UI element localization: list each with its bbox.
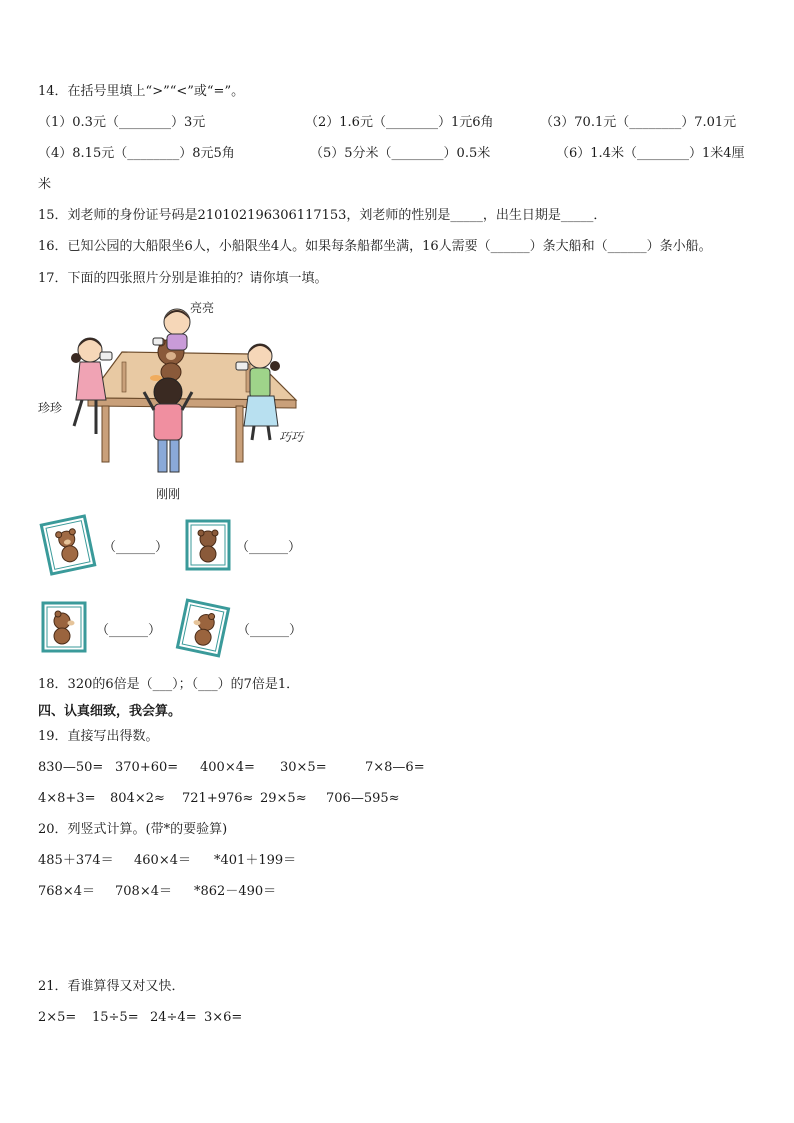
q14-item-4: （4）8.15元（________）8元5角 <box>38 146 235 161</box>
q20-stem: 20．列竖式计算。(带*的要验算) <box>38 822 228 837</box>
q19-calc: 721+976≈ <box>182 791 254 806</box>
name-label-top: 亮亮 <box>190 301 215 315</box>
q14-item-3: （3）70.1元（________）7.01元 <box>540 115 737 130</box>
q17-stem: 17．下面的四张照片分别是谁拍的？请你填一填。 <box>38 271 328 286</box>
child-top <box>153 309 190 350</box>
q21-stem: 21．看谁算得又对又快． <box>38 979 185 994</box>
q14-item-1: （1）0.3元（________）3元 <box>38 115 206 130</box>
q19-calc: 29×5≈ <box>260 791 307 806</box>
q21-calc: 24÷4= <box>150 1010 197 1025</box>
q19-stem: 19．直接写出得数。 <box>38 729 159 744</box>
q19-calc: 706—595≈ <box>326 791 400 806</box>
q20-calc: 768×4＝ <box>38 884 95 899</box>
q20-calc: 460×4＝ <box>134 853 191 868</box>
q18-text: 18．320的6倍是（___）；（___）的7倍是1． <box>38 677 300 692</box>
q20-calc: 485＋374＝ <box>38 853 114 868</box>
q19-calc: 30×5= <box>280 760 327 775</box>
q20-calc: *401＋199＝ <box>214 853 297 868</box>
q20-calc: 708×4＝ <box>115 884 172 899</box>
q19-calc: 804×2≈ <box>110 791 165 806</box>
q19-calc: 370+60= <box>115 760 179 775</box>
photo-4-answer[interactable]: （______） <box>237 623 303 638</box>
q20-calc: *862－490＝ <box>194 884 277 899</box>
section-4-heading: 四、认真细致，我会算。 <box>38 704 182 719</box>
q16-text: 16．已知公园的大船限坐6人，小船限坐4人。如果每条船都坐满，16人需要（______）条大船和（______）条小船。 <box>38 239 712 254</box>
q14-item-6: （6）1.4米（________）1米4厘 <box>556 146 745 161</box>
photo-2 <box>184 518 232 572</box>
photo-4 <box>174 598 232 658</box>
q21-calc: 15÷5= <box>92 1010 139 1025</box>
photo-2-answer[interactable]: （______） <box>236 540 302 555</box>
name-label-left: 珍珍 <box>38 401 63 415</box>
q14-item-2: （2）1.6元（________）1元6角 <box>305 115 494 130</box>
photo-3 <box>40 600 88 654</box>
q21-calc: 3×6= <box>204 1010 243 1025</box>
q21-calc: 2×5= <box>38 1010 77 1025</box>
table-scene-illustration <box>60 300 320 500</box>
q14-stem: 14．在括号里填上“>”“<”或“=”。 <box>38 84 245 99</box>
photo-1-answer[interactable]: （______） <box>103 540 169 555</box>
q14-wrap: 米 <box>38 177 52 192</box>
photo-3-answer[interactable]: （______） <box>96 623 162 638</box>
q19-calc: 400×4= <box>200 760 255 775</box>
q19-calc: 7×8—6= <box>365 760 425 775</box>
q15-text: 15．刘老师的身份证号码是210102196306117153，刘老师的性别是_____，出生日期是_____． <box>38 208 607 223</box>
name-label-bottom: 刚刚 <box>156 487 181 501</box>
q14-item-5: （5）5分米（________）0.5米 <box>310 146 491 161</box>
q19-calc: 830—50= <box>38 760 104 775</box>
q19-calc: 4×8+3= <box>38 791 96 806</box>
photo-1 <box>38 514 98 576</box>
name-label-right: 巧巧 <box>279 430 304 444</box>
